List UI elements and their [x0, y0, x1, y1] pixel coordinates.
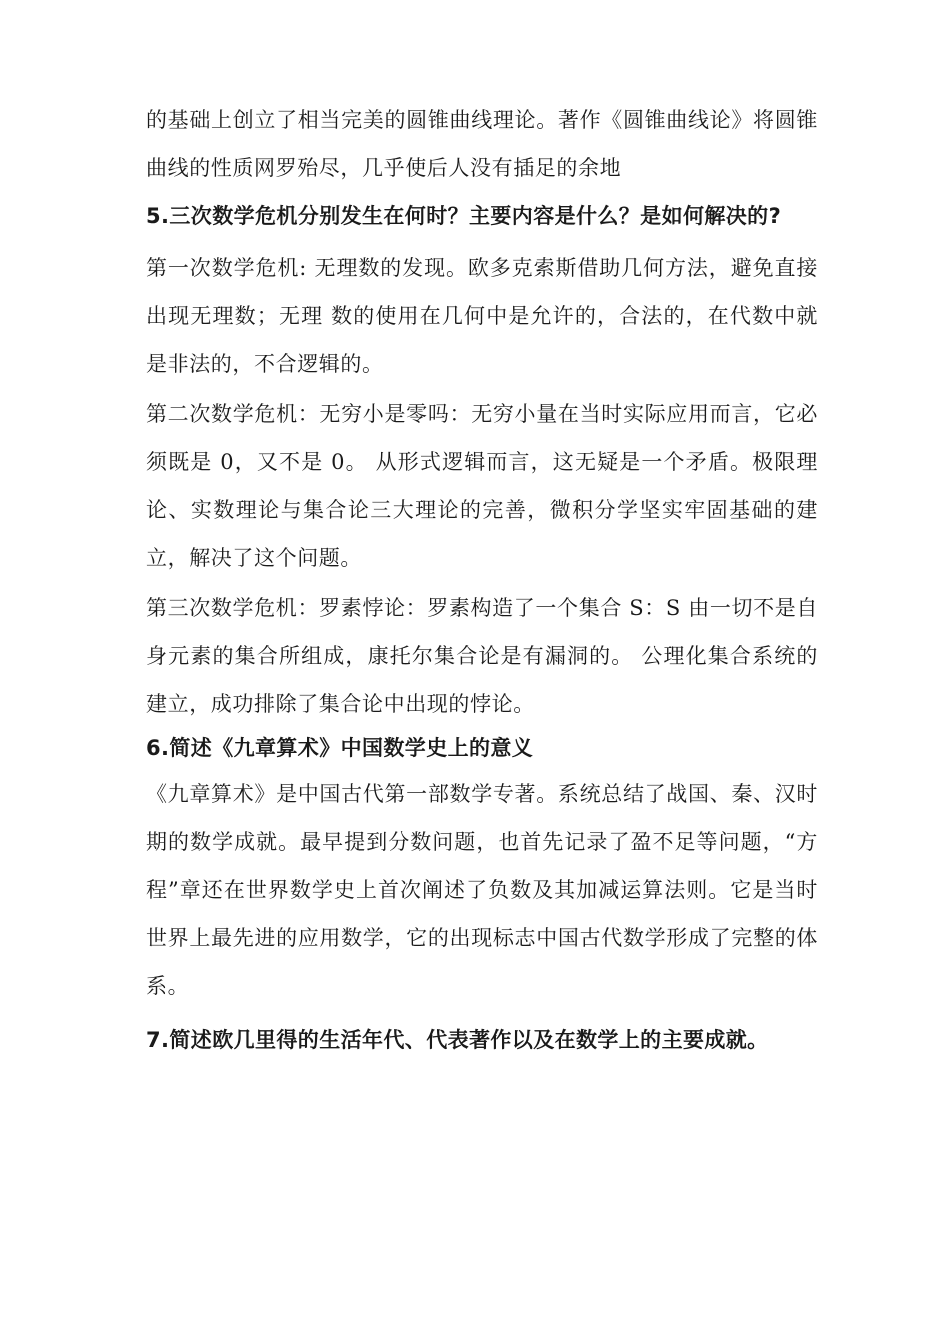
intro-continuation-paragraph: 的基础上创立了相当完美的圆锥曲线理论。著作《圆锥曲线论》将圆锥曲线的性质网罗殆尽，几乎使后人没有插足的余地	[146, 108, 818, 180]
question-7-heading: 7.简述欧几里得的生活年代、代表著作以及在数学上的主要成就。	[146, 1028, 769, 1052]
crisis-1-paragraph: 第一次数学危机: 无理数的发现。欧多克索斯借助几何方法，避免直接出现无理数；无理 数的使用在几何中是允许的，合法的，在代数中就是非法的，不合逻辑的。	[146, 256, 818, 376]
question-5-heading: 5.三次数学危机分别发生在何时？主要内容是什么？是如何解决的?	[146, 204, 782, 228]
crisis-3-paragraph: 第三次数学危机：罗素悖论：罗素构造了一个集合 S：S 由一切不是自身元素的集合所组成，康托尔集合论是有漏洞的。 公理化集合系统的建立，成功排除了集合论中出现的悖论。	[146, 596, 818, 716]
question-6-answer-paragraph: 《九章算术》是中国古代第一部数学专著。系统总结了战国、秦、汉时期的数学成就。最早提到分数问题，也首先记录了盈不足等问题，“方程”章还在世界数学史上首次阐述了负数及其加减运算法则。它是当时世界上最先进的应用数学，它的出现标志中国古代数学形成了完整的体系。	[146, 782, 818, 998]
document-body	[146, 96, 818, 1058]
question-6-heading: 6.简述《九章算术》中国数学史上的意义	[146, 736, 534, 760]
crisis-2-paragraph: 第二次数学危机：无穷小是零吗：无穷小量在当时实际应用而言，它必须既是 0，又不是 0。 从形式逻辑而言，这无疑是一个矛盾。极限理论、实数理论与集合论三大理论的完善，微积分学坚实牢固基础的建立，解决了这个问题。	[146, 402, 818, 570]
